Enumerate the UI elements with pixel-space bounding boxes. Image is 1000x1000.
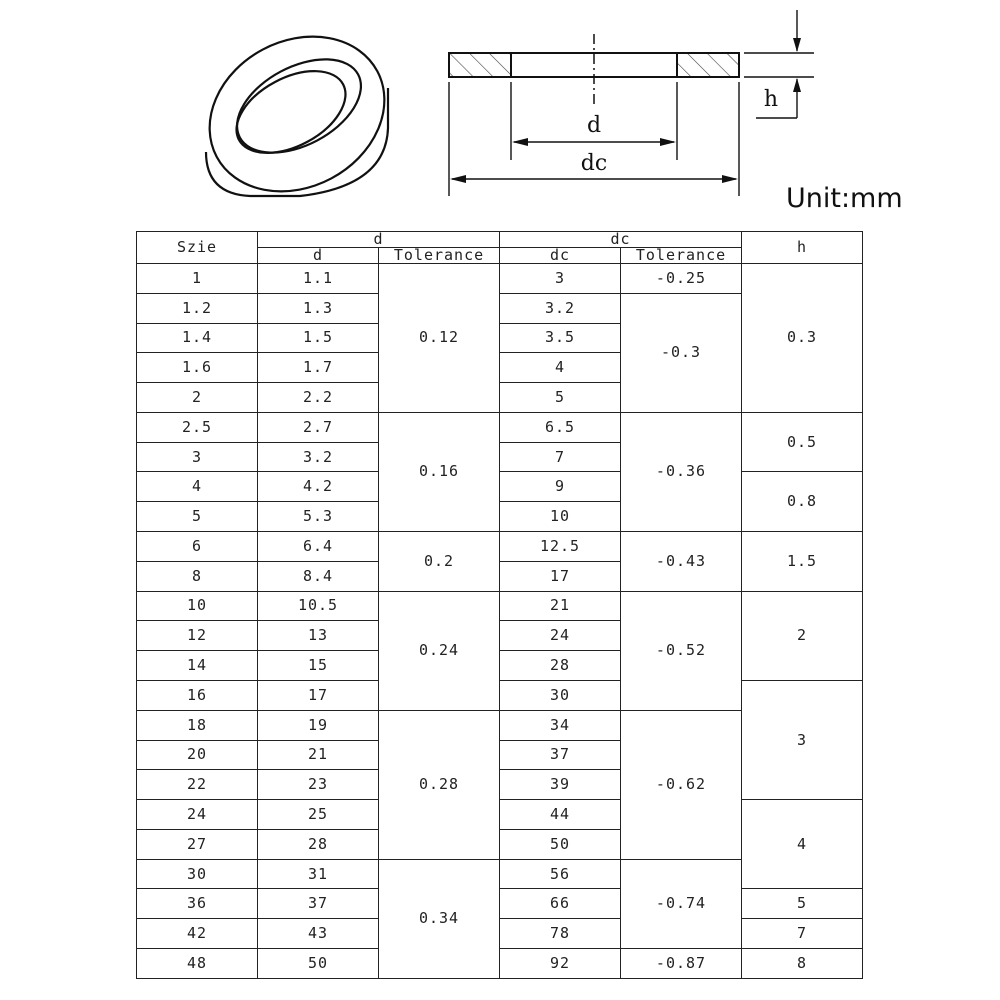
- dc-cell: 7: [500, 442, 621, 472]
- dc-cell: 39: [500, 770, 621, 800]
- d-tolerance-cell: 0.2: [379, 532, 500, 592]
- dc-cell: 34: [500, 710, 621, 740]
- h-cell: 0.3: [742, 264, 863, 413]
- size-cell: 1.6: [137, 353, 258, 383]
- size-cell: 1.2: [137, 293, 258, 323]
- size-cell: 22: [137, 770, 258, 800]
- size-cell: 4: [137, 472, 258, 502]
- d-cell: 21: [258, 740, 379, 770]
- label-d: d: [586, 113, 602, 138]
- d-cell: 5.3: [258, 502, 379, 532]
- size-cell: 36: [137, 889, 258, 919]
- d-cell: 13: [258, 621, 379, 651]
- d-cell: 50: [258, 948, 379, 978]
- washer-section-view: [449, 34, 739, 106]
- size-cell: 5: [137, 502, 258, 532]
- dc-tolerance-cell: -0.25: [621, 264, 742, 294]
- header-dc-tolerance: Tolerance: [621, 248, 742, 264]
- table-row: [137, 889, 863, 919]
- table-row: [137, 591, 863, 621]
- size-cell: 8: [137, 561, 258, 591]
- d-cell: 17: [258, 680, 379, 710]
- dc-tolerance-cell: -0.43: [621, 532, 742, 592]
- h-cell: 1.5: [742, 532, 863, 592]
- d-cell: 37: [258, 889, 379, 919]
- header-dc-group: dc: [500, 232, 742, 248]
- d-cell: 1.5: [258, 323, 379, 353]
- header-row-1: [137, 232, 863, 248]
- h-cell: 4: [742, 800, 863, 889]
- table-row: [137, 264, 863, 294]
- size-cell: 48: [137, 948, 258, 978]
- table-row: [137, 412, 863, 442]
- d-tolerance-cell: 0.34: [379, 859, 500, 978]
- d-cell: 10.5: [258, 591, 379, 621]
- dc-cell: 10: [500, 502, 621, 532]
- size-cell: 3: [137, 442, 258, 472]
- d-cell: 23: [258, 770, 379, 800]
- d-cell: 2.7: [258, 412, 379, 442]
- d-cell: 8.4: [258, 561, 379, 591]
- dc-tolerance-cell: -0.74: [621, 859, 742, 948]
- d-cell: 4.2: [258, 472, 379, 502]
- table-row: [137, 800, 863, 830]
- d-tolerance-cell: 0.28: [379, 710, 500, 859]
- d-cell: 28: [258, 829, 379, 859]
- washer-3d-view: [182, 7, 411, 221]
- size-cell: 1: [137, 264, 258, 294]
- h-cell: 8: [742, 948, 863, 978]
- header-h: h: [742, 232, 863, 264]
- size-cell: 12: [137, 621, 258, 651]
- size-cell: 18: [137, 710, 258, 740]
- d-tolerance-cell: 0.16: [379, 412, 500, 531]
- table-row: [137, 532, 863, 562]
- size-cell: 24: [137, 800, 258, 830]
- d-tolerance-cell: 0.24: [379, 591, 500, 710]
- h-cell: 5: [742, 889, 863, 919]
- dc-cell: 37: [500, 740, 621, 770]
- label-h: h: [763, 87, 779, 112]
- dc-tolerance-cell: -0.36: [621, 412, 742, 531]
- dc-cell: 3.2: [500, 293, 621, 323]
- dc-cell: 5: [500, 383, 621, 413]
- d-cell: 6.4: [258, 532, 379, 562]
- size-cell: 6: [137, 532, 258, 562]
- d-tolerance-cell: 0.12: [379, 264, 500, 413]
- unit-label: Unit:mm: [786, 183, 903, 214]
- d-cell: 43: [258, 919, 379, 949]
- table-row: [137, 680, 863, 710]
- dc-cell: 56: [500, 859, 621, 889]
- table-row: [137, 948, 863, 978]
- d-cell: 1.7: [258, 353, 379, 383]
- size-cell: 1.4: [137, 323, 258, 353]
- dc-tolerance-cell: -0.62: [621, 710, 742, 859]
- d-cell: 25: [258, 800, 379, 830]
- h-cell: 7: [742, 919, 863, 949]
- header-d-tolerance: Tolerance: [379, 248, 500, 264]
- size-cell: 42: [137, 919, 258, 949]
- size-cell: 10: [137, 591, 258, 621]
- washer-dimension-table: [136, 231, 863, 979]
- d-cell: 19: [258, 710, 379, 740]
- dc-cell: 78: [500, 919, 621, 949]
- d-cell: 15: [258, 651, 379, 681]
- dc-cell: 21: [500, 591, 621, 621]
- dc-cell: 30: [500, 680, 621, 710]
- dc-cell: 4: [500, 353, 621, 383]
- dc-cell: 28: [500, 651, 621, 681]
- dc-tolerance-cell: -0.3: [621, 293, 742, 412]
- header-d-group: d: [258, 232, 500, 248]
- header-dc: dc: [500, 248, 621, 264]
- dimension-lines: [449, 10, 814, 196]
- size-cell: 2.5: [137, 412, 258, 442]
- h-cell: 0.8: [742, 472, 863, 532]
- size-cell: 27: [137, 829, 258, 859]
- size-cell: 16: [137, 680, 258, 710]
- dc-tolerance-cell: -0.87: [621, 948, 742, 978]
- dc-cell: 3: [500, 264, 621, 294]
- header-size: Szie: [137, 232, 258, 264]
- table-row: [137, 472, 863, 502]
- d-cell: 3.2: [258, 442, 379, 472]
- dc-cell: 24: [500, 621, 621, 651]
- dc-cell: 50: [500, 829, 621, 859]
- size-cell: 30: [137, 859, 258, 889]
- header-d: d: [258, 248, 379, 264]
- dc-cell: 6.5: [500, 412, 621, 442]
- d-cell: 31: [258, 859, 379, 889]
- dc-cell: 44: [500, 800, 621, 830]
- size-cell: 2: [137, 383, 258, 413]
- d-cell: 1.1: [258, 264, 379, 294]
- dc-cell: 3.5: [500, 323, 621, 353]
- h-cell: 2: [742, 591, 863, 680]
- dc-cell: 12.5: [500, 532, 621, 562]
- dc-cell: 66: [500, 889, 621, 919]
- d-cell: 2.2: [258, 383, 379, 413]
- size-cell: 20: [137, 740, 258, 770]
- table-row: [137, 919, 863, 949]
- dc-cell: 92: [500, 948, 621, 978]
- dc-tolerance-cell: -0.52: [621, 591, 742, 710]
- h-cell: 3: [742, 680, 863, 799]
- dc-cell: 9: [500, 472, 621, 502]
- d-cell: 1.3: [258, 293, 379, 323]
- dc-cell: 17: [500, 561, 621, 591]
- h-cell: 0.5: [742, 412, 863, 472]
- label-dc: dc: [580, 151, 608, 176]
- size-cell: 14: [137, 651, 258, 681]
